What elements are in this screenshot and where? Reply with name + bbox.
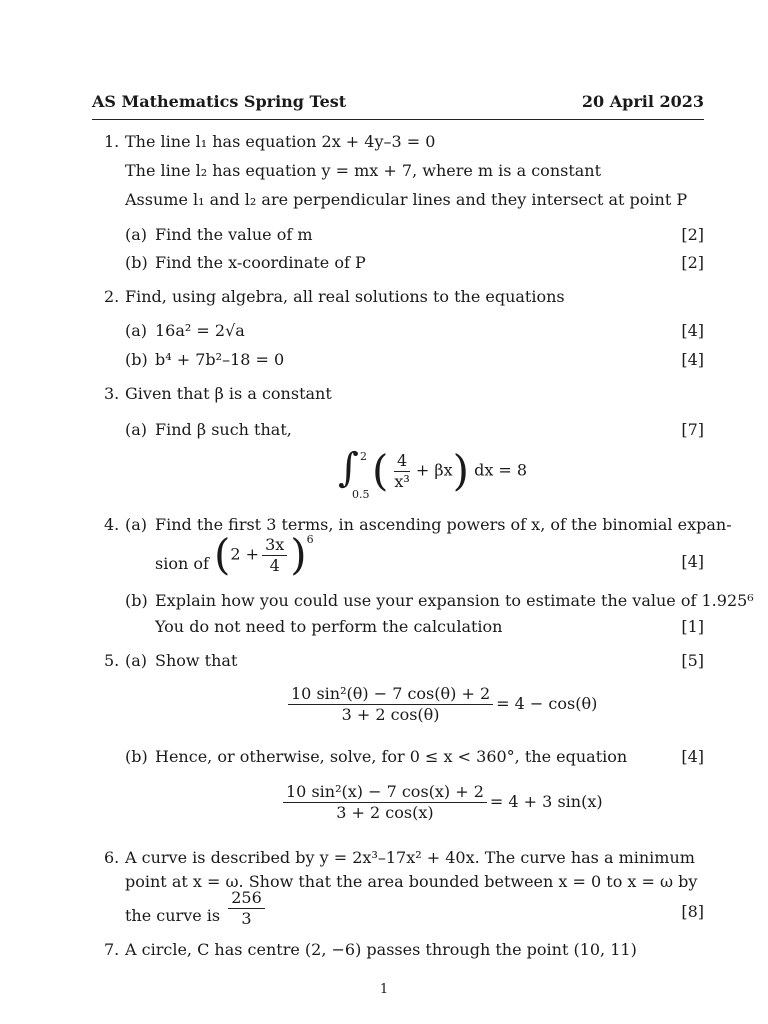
header-rule (92, 119, 704, 120)
integrand-denominator: x³ (394, 471, 410, 491)
q5b-marks: [4] (681, 747, 704, 766)
q4a-line2 (155, 530, 314, 579)
q1a-label: (a) (125, 225, 148, 244)
q5b-denominator: 3 + 2 cos(x) (336, 803, 434, 822)
q2b-label: (b) (125, 350, 148, 369)
integral-lower-limit: 0.5 (352, 488, 370, 501)
q1b-text: Find the x-coordinate of P (155, 253, 366, 272)
right-paren: ) (452, 446, 469, 495)
q2b-marks: [4] (681, 350, 704, 369)
q5a-text: Show that (155, 651, 238, 670)
q5a-label: (a) (125, 651, 148, 670)
binomial-right-paren: ) (290, 530, 307, 579)
q4a-sion-of: sion of (155, 554, 209, 574)
q5a-identity (285, 684, 597, 725)
binomial-numerator: 3x (262, 535, 287, 556)
q1b-marks: [2] (681, 253, 704, 272)
q1-line3: Assume l₁ and l₂ are perpendicular lines and they intersect at point P (125, 190, 688, 209)
binomial-power: 6 (306, 533, 314, 546)
q4a-label: (a) (125, 515, 148, 534)
integral-tail: dx = 8 (474, 460, 528, 480)
q5b-equation (280, 782, 603, 823)
q4a-line1: Find the first 3 terms, in ascending powers of x, of the binomial expan- (155, 515, 732, 534)
q4b-label: (b) (125, 591, 148, 610)
integral-sign: ∫ (338, 445, 359, 491)
binomial-lead: 2 + (230, 544, 260, 564)
q1-number: 1. (104, 132, 120, 151)
q3a-label: (a) (125, 420, 148, 439)
integrand-rest: + βx (415, 460, 453, 480)
q3-number: 3. (104, 384, 120, 403)
q5b-rhs: = 4 + 3 sin(x) (489, 792, 603, 811)
q2a-marks: [4] (681, 321, 704, 340)
q6-area-denominator: 3 (241, 909, 252, 928)
integrand-numerator: 4 (394, 451, 410, 472)
binomial-left-paren: ( (214, 530, 231, 579)
q1b-label: (b) (125, 253, 148, 272)
q4b-marks: [1] (681, 617, 704, 636)
q6-line2: point at x = ω. Show that the area bounded between x = 0 to x = ω by (125, 872, 698, 891)
q5b-label: (b) (125, 747, 148, 766)
q3-stem: Given that β is a constant (125, 384, 332, 403)
q6-area-numerator: 256 (228, 888, 265, 909)
q1-line1: The line l₁ has equation 2x + 4y–3 = 0 (125, 132, 436, 151)
exam-title: AS Mathematics Spring Test (92, 92, 347, 111)
q2a-equation: 16a² = 2√a (155, 321, 245, 340)
q3a-marks: [7] (681, 420, 704, 439)
q4b-line2: You do not need to perform the calculation (155, 617, 503, 636)
q5a-denominator: 3 + 2 cos(θ) (341, 705, 440, 724)
q5b-numerator: 10 sin²(x) − 7 cos(x) + 2 (283, 782, 487, 803)
q6-line3 (125, 888, 268, 929)
q1a-text: Find the value of m (155, 225, 313, 244)
q7-text: A circle, C has centre (2, −6) passes through the point (10, 11) (125, 940, 637, 959)
q2-stem: Find, using algebra, all real solutions to the equations (125, 287, 565, 306)
exam-date: 20 April 2023 (581, 92, 704, 111)
integral-upper-limit: 2 (360, 450, 367, 463)
q6-line1: A curve is described by y = 2x³–17x² + 40x. The curve has a minimum (125, 848, 695, 867)
q3-integral (338, 445, 528, 506)
q2b-equation: b⁴ + 7b²–18 = 0 (155, 350, 285, 369)
q3a-text: Find β such that, (155, 420, 292, 439)
q5a-marks: [5] (681, 651, 704, 670)
q1a-marks: [2] (681, 225, 704, 244)
q4a-marks: [4] (681, 552, 704, 571)
page-number: 1 (379, 982, 389, 997)
q5b-text: Hence, or otherwise, solve, for 0 ≤ x < 360°, the equation (155, 747, 628, 766)
q4b-line1: Explain how you could use your expansion to estimate the value of 1.925⁶ (155, 591, 754, 610)
left-paren: ( (372, 446, 389, 495)
q2a-label: (a) (125, 321, 148, 340)
q6-curve-is: the curve is (125, 905, 221, 925)
binomial-denominator: 4 (269, 555, 280, 575)
q1-line2: The line l₂ has equation y = mx + 7, where m is a constant (125, 161, 602, 180)
q7-number: 7. (104, 940, 120, 959)
q5a-numerator: 10 sin²(θ) − 7 cos(θ) + 2 (288, 684, 493, 705)
q4-number: 4. (104, 515, 120, 534)
q5a-rhs: = 4 − cos(θ) (496, 694, 598, 713)
q6-number: 6. (104, 848, 120, 867)
q6-marks: [8] (681, 902, 704, 921)
q5-number: 5. (104, 651, 120, 670)
q2-number: 2. (104, 287, 120, 306)
